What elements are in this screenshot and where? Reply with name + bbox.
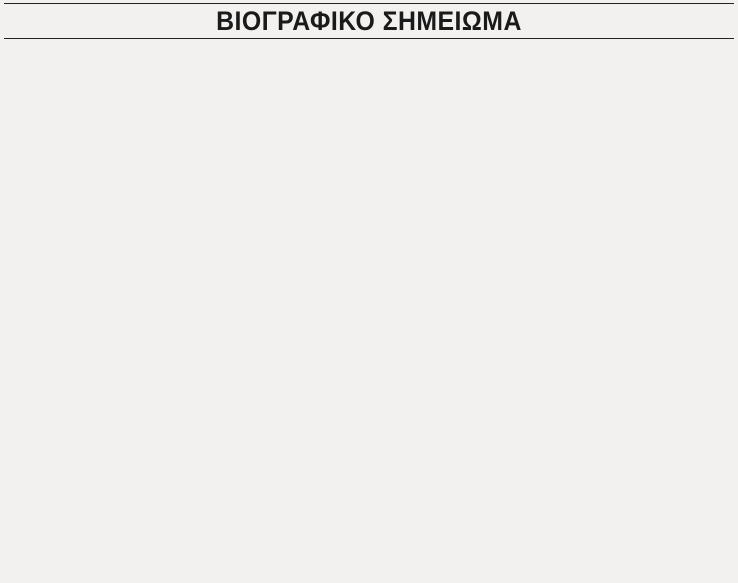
article-title: ΒΙΟΓΡΑΦΙΚΟ ΣΗΜΕΙΩΜΑ	[216, 6, 522, 36]
article-columns	[4, 40, 734, 580]
text-column-2	[250, 40, 488, 580]
text-column-1	[4, 40, 242, 580]
title-rule	[4, 38, 734, 39]
text-column-3	[496, 40, 734, 580]
top-rule	[4, 3, 734, 4]
